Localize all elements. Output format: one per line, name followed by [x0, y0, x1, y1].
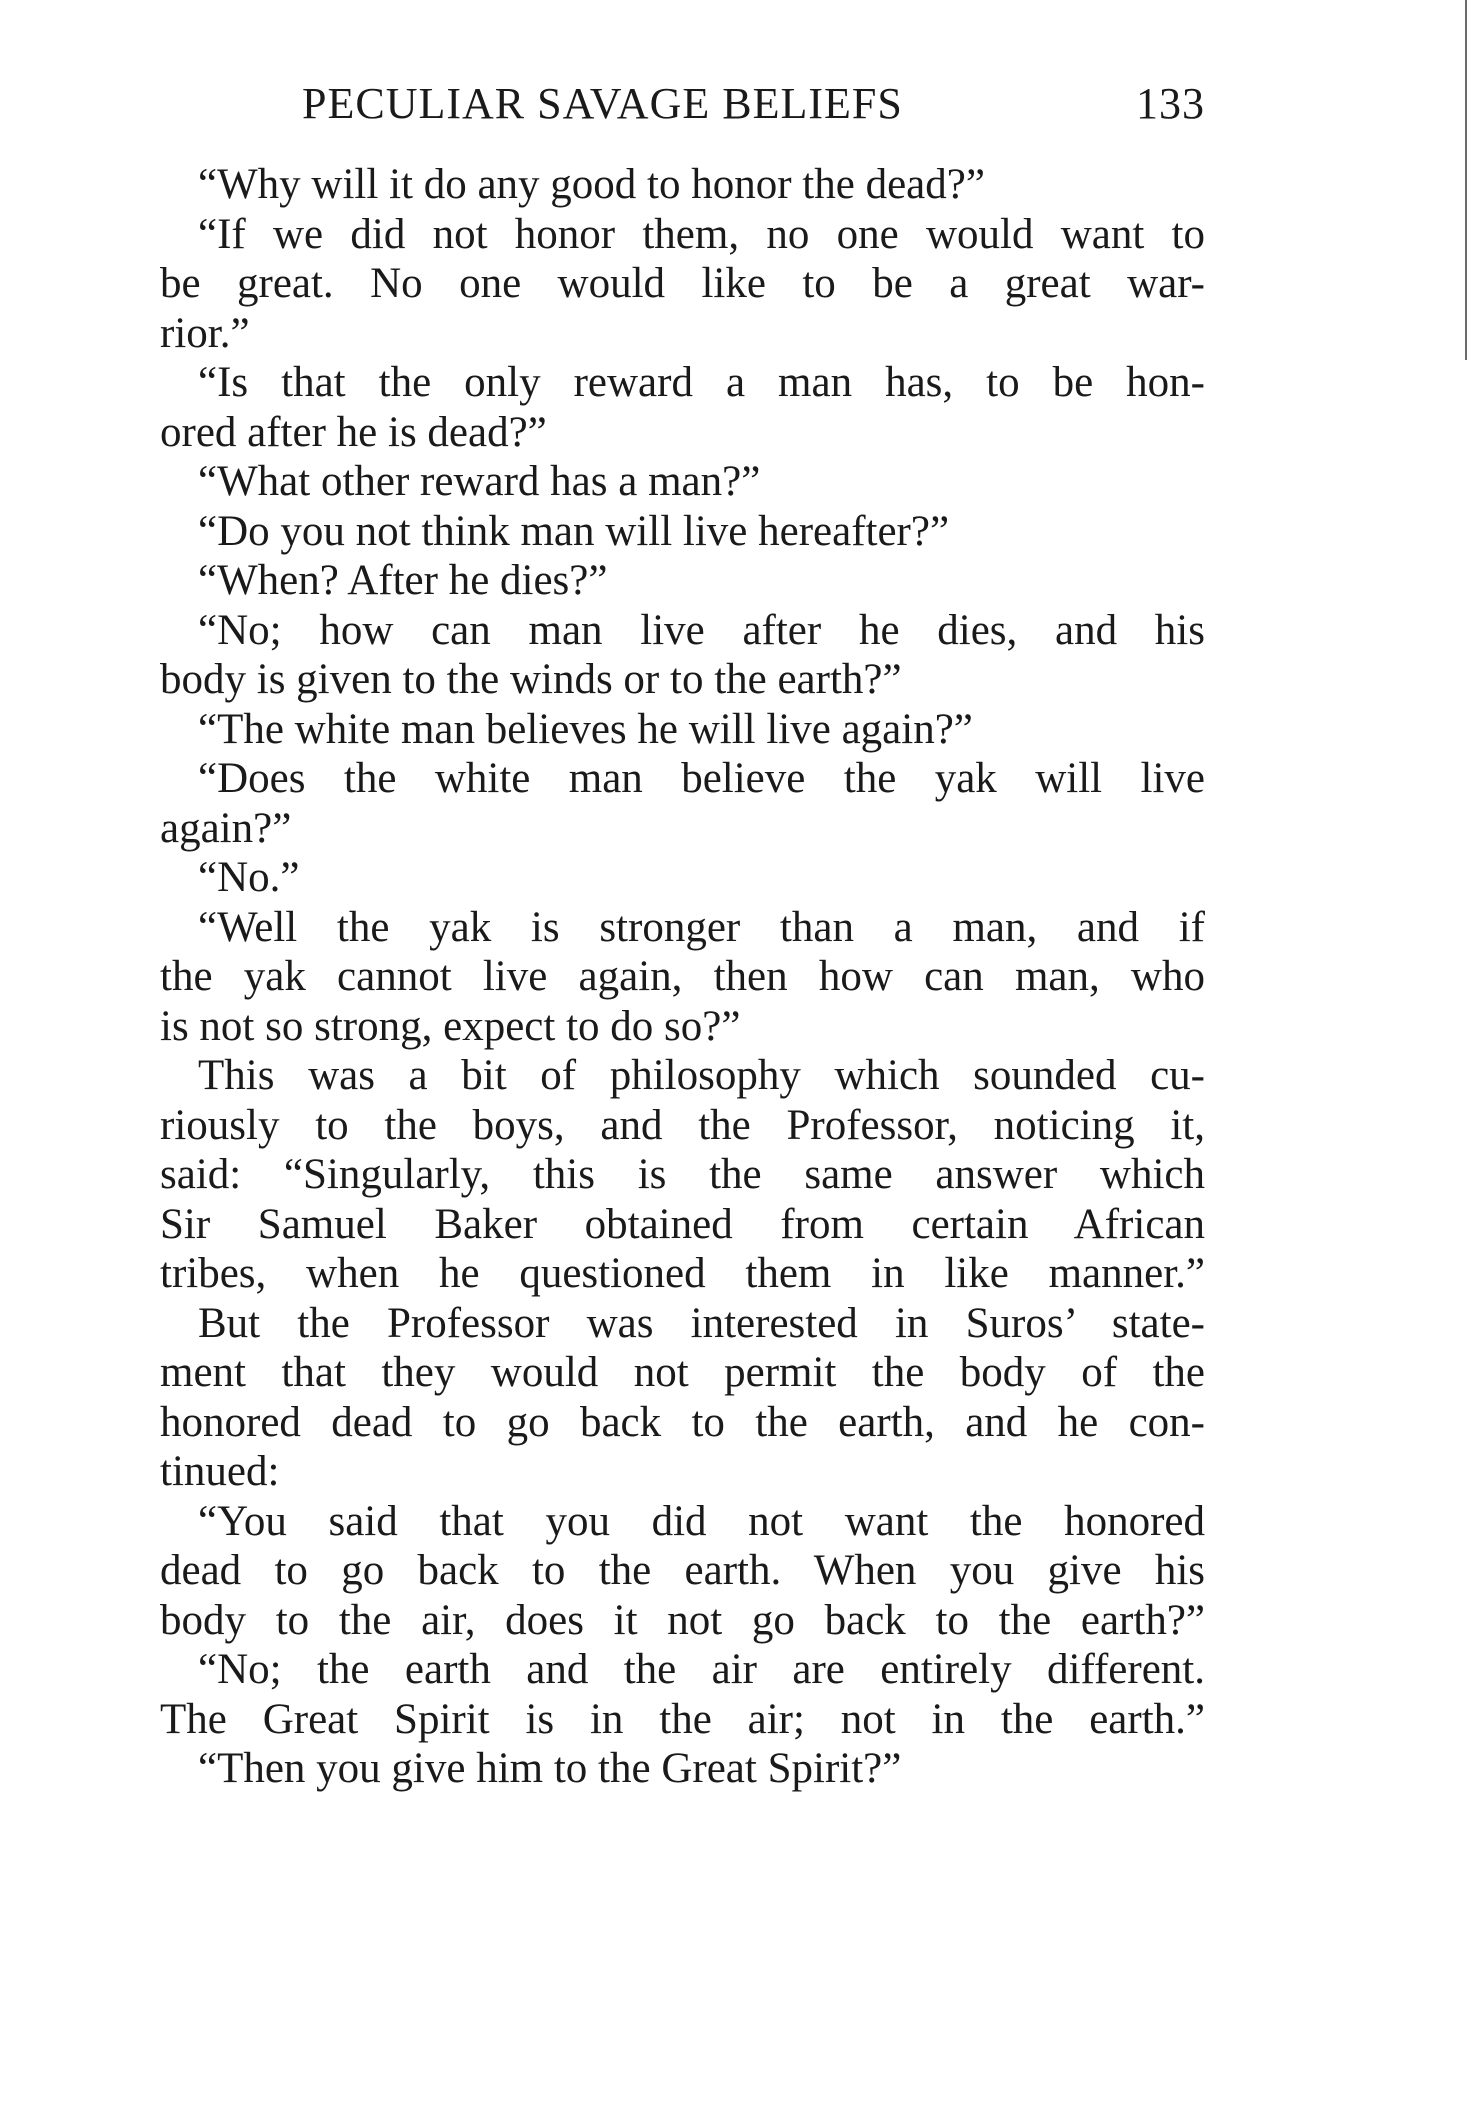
- text-line: body is given to the winds or to the earth?”: [160, 656, 902, 703]
- text-line: again?”: [160, 804, 292, 852]
- text-line: “Why will it do any good to honor the dead?”: [198, 161, 985, 208]
- text-line: rior.”: [160, 309, 250, 357]
- text-line: the yak cannot live again, then how can man, who: [160, 953, 1205, 1000]
- running-head: [160, 78, 1205, 138]
- text-line: The Great Spirit is in the air; not in the earth.”: [160, 1695, 1205, 1743]
- text-line: “Do you not think man will live hereafter?”: [198, 507, 950, 555]
- text-line: “No; the earth and the air are entirely different.: [198, 1646, 1205, 1693]
- text-line: “What other reward has a man?”: [198, 458, 761, 505]
- text-line: “When? After he dies?”: [198, 557, 608, 604]
- text-line: “The white man believes he will live again?”: [198, 705, 973, 753]
- text-line: tinued:: [160, 1448, 280, 1495]
- text-line: be great. No one would like to be a great war-: [160, 260, 1205, 307]
- text-line: But the Professor was interested in Suros’ state-: [198, 1299, 1205, 1347]
- text-line: “No.”: [198, 854, 300, 901]
- text-line: is not so strong, expect to do so?”: [160, 1002, 741, 1050]
- body-text: [160, 160, 1205, 1794]
- text-line: “No; how can man live after he dies, and his: [198, 606, 1205, 654]
- text-line: “Well the yak is stronger than a man, and if: [198, 903, 1205, 951]
- page-edge-line: [1465, 0, 1467, 360]
- text-line: This was a bit of philosophy which sounded cu-: [198, 1052, 1205, 1099]
- text-line: “You said that you did not want the honored: [198, 1497, 1205, 1545]
- text-line: “If we did not honor them, no one would want to: [198, 210, 1205, 258]
- text-line: “Is that the only reward a man has, to be hon-: [198, 359, 1205, 406]
- text-line: said: “Singularly, this is the same answer which: [160, 1151, 1205, 1198]
- text-line: ment that they would not permit the body of the: [160, 1349, 1205, 1396]
- text-line: tribes, when he questioned them in like manner.”: [160, 1250, 1205, 1297]
- text-line: “Does the white man believe the yak will live: [198, 755, 1205, 802]
- text-line: riously to the boys, and the Professor, noticing it,: [160, 1101, 1205, 1149]
- text-line: “Then you give him to the Great Spirit?”: [198, 1745, 902, 1792]
- text-line: dead to go back to the earth. When you give his: [160, 1547, 1205, 1594]
- running-title: PECULIAR SAVAGE BELIEFS: [302, 79, 903, 128]
- text-line: ored after he is dead?”: [160, 408, 547, 456]
- text-line: Sir Samuel Baker obtained from certain African: [160, 1200, 1205, 1248]
- page-number: 133: [1136, 79, 1205, 128]
- text-line: body to the air, does it not go back to the earth?”: [160, 1596, 1205, 1644]
- text-line: honored dead to go back to the earth, and he con-: [160, 1398, 1205, 1446]
